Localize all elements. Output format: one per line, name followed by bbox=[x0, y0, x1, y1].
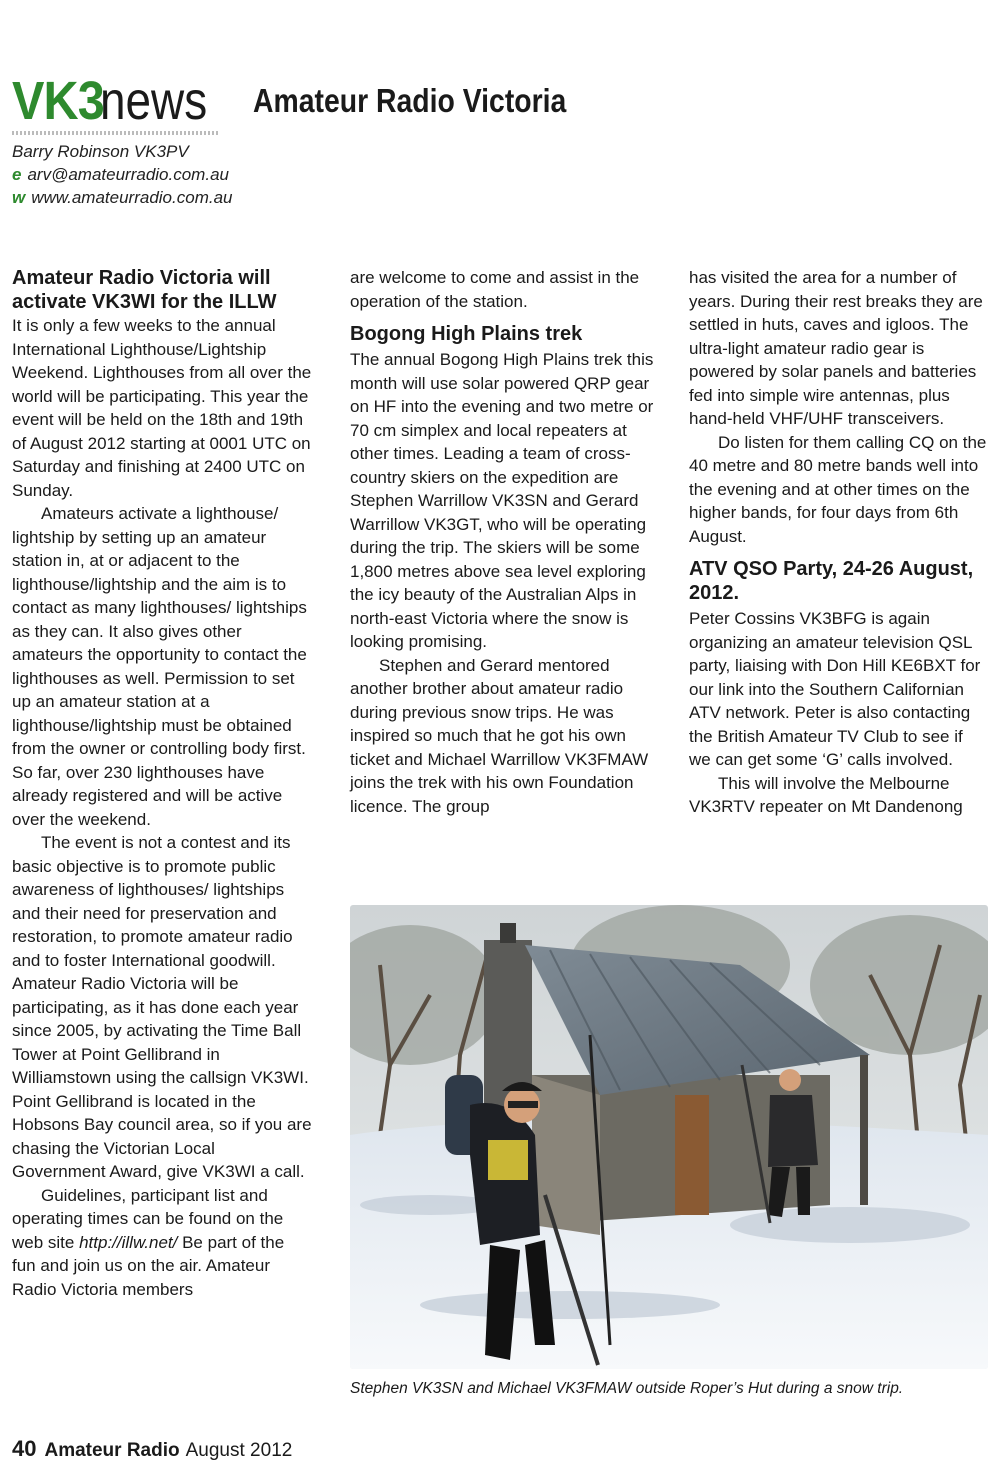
paragraph: The annual Bogong High Plains trek this month will use solar powered QRP gear on HF into the evening and two metre or 70 cm simplex and local repeaters at other times. Leading a team of cross-country skiers on the expedition are Stephen Warrillow VK3SN and Gerard Warrillow VK3GT, who will be operating during the trip. The skiers will be some 1,800 metres above sea level exploring the icy beauty of the Australian Alps in north-east Victoria where the snow is looking promising. bbox=[350, 350, 654, 651]
paragraph: Do listen for them calling CQ on the 40 metre and 80 metre bands well into the evening and at other times on the higher bands, for four days from 6th August. bbox=[689, 432, 987, 546]
email-line bbox=[12, 163, 233, 186]
heading-atv: ATV QSO Party, 24-26 August, 2012. bbox=[689, 558, 974, 604]
logo-news: news bbox=[100, 71, 208, 131]
illw-link[interactable]: http://illw.net/ bbox=[79, 1232, 178, 1252]
article-column-3 bbox=[689, 266, 989, 819]
page-footer bbox=[12, 1436, 292, 1462]
paragraph: Stephen and Gerard mentored another brother about amateur radio during previous snow trips. He was inspired so much that he got his own ticket and Michael Warrillow VK3FMAW joins the trek with his own Foundation licence. The group bbox=[350, 655, 649, 816]
snow-hut-illustration bbox=[350, 905, 988, 1369]
author-name: Barry Robinson VK3PV bbox=[12, 142, 189, 161]
email-link[interactable]: arv@amateurradio.com.au bbox=[27, 165, 229, 184]
paragraph bbox=[12, 1184, 312, 1302]
photo-caption: Stephen VK3SN and Michael VK3FMAW outside Roper’s Hut during a snow trip. bbox=[350, 1380, 904, 1397]
heading-illw: Amateur Radio Victoria will activate VK3WI for the ILLW bbox=[12, 267, 277, 313]
paragraph: Amateurs activate a lighthouse/ lightship by setting up an amateur station in, at or adjacent to the lighthouse/lightship and the aim is to contact as many lighthouses/ lightships as they can. It also gives other amateurs the opportunity to contact the lighthouses as well. Permission to set up an amateur station at a lighthouse/lightship must be obtained from the owner or controlling body first. So far, over 230 lighthouses have already registered and will be active over the weekend. bbox=[12, 504, 307, 829]
paragraph: The event is not a contest and its basic objective is to promote public awareness of lighthouses/ lightships and their need for preservation and restoration, to promote amateur radio and to foster International goodwill. Amateur Radio Victoria will be participating, as it has done each year since 2005, by activating the Time Ball Tower at Point Gellibrand in Williamstown using the callsign VK3WI. Point Gellibrand is located in the Hobsons Bay council area, so if you are chasing the Victorian Local Government Award, give VK3WI a call. bbox=[12, 833, 312, 1181]
paragraph-text: Guidelines, participant list and operating times can be found on the web site bbox=[12, 1185, 284, 1252]
paragraph: are welcome to come and assist in the operation of the station. bbox=[350, 268, 640, 311]
website-line bbox=[12, 186, 233, 209]
paragraph-text: Be part of the fun and join us on the air. Amateur Radio Victoria members bbox=[12, 1232, 285, 1299]
byline bbox=[12, 140, 233, 209]
paragraph: has visited the area for a number of years. During their rest breaks they are settled in huts, caves and igloos. The ultra-light amateur radio gear is powered by solar panels and batteries fed into simple wire antennas, plus hand-held VHF/UHF transceivers. bbox=[689, 268, 983, 428]
article-column-1 bbox=[12, 266, 312, 1301]
email-label: e bbox=[12, 165, 22, 184]
section-title: Amateur Radio Victoria bbox=[253, 82, 567, 119]
masthead-logo bbox=[12, 70, 226, 130]
hut-photo bbox=[350, 905, 988, 1369]
article-column-2 bbox=[350, 266, 658, 818]
issue-date: August 2012 bbox=[185, 1440, 293, 1461]
page-number: 40 bbox=[12, 1436, 37, 1461]
paragraph: Peter Cossins VK3BFG is again organizing an amateur television QSL party, liaising with Don Hill KE6BXT for our link into the Southern Californian ATV network. Peter is also contacting the British Amateur TV Club to see if we can get some ‘G’ calls involved. bbox=[689, 609, 981, 769]
logo-vk3: VK3 bbox=[12, 71, 104, 131]
website-label: w bbox=[12, 188, 26, 207]
heading-bogong: Bogong High Plains trek bbox=[350, 323, 583, 345]
dotted-divider bbox=[12, 131, 218, 135]
magazine-name: Amateur Radio bbox=[44, 1440, 180, 1461]
paragraph: This will involve the Melbourne VK3RTV repeater on Mt Dandenong bbox=[689, 773, 963, 816]
website-link[interactable]: www.amateurradio.com.au bbox=[31, 188, 233, 207]
paragraph: It is only a few weeks to the annual International Lighthouse/Lightship Weekend. Lighthouses from all over the world will be participating. This year the event will be held on the 18th and 19th of August 2012 starting at 0001 UTC on Saturday and finishing at 2400 UTC on Sunday. bbox=[12, 316, 312, 500]
